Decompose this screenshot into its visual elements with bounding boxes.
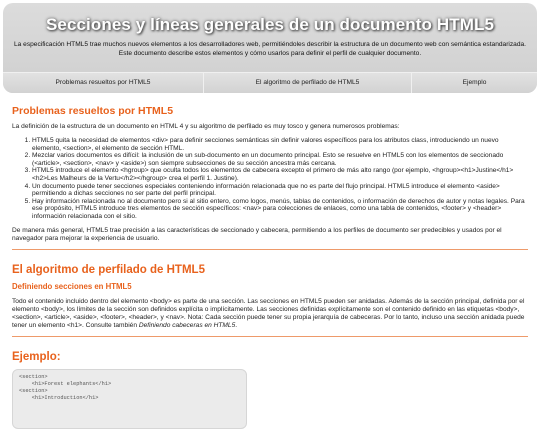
section-outro: De manera más general, HTML5 trae precisión a las características de seccionado y cabecera, permitiendo a los perfiles de documento ser predecibles y usados por el navegador para mejorar la experiencia de usuario. xyxy=(12,226,502,242)
top-nav xyxy=(3,72,537,93)
list-item: 5. Hay información relacionada no al documento pero si al sitio entero, como logos, menús, tablas de contenidos, o información de derechos de autor y notas legales. Para ese propósito, HTML5 introduce tres elementos de sección específicos: <nav> para colecciones de enlaces, como una tabla de contenidos, <footer> y <header> información relacionada con el sitio. xyxy=(32,198,528,221)
header-intro: La especificación HTML5 trae muchos nuevos elementos a los desarrolladores web, permitiéndoles describir la estructura de un documento web con semántica estandarizada. Este documento describe estos elementos y cómo usarlos para definir el perfil de cualquier documento. xyxy=(13,41,527,57)
cabeceras-link[interactable]: Definiendo cabeceras en HTML5 xyxy=(138,321,236,329)
list-item: 2. Mezclar varios documentos es difícil: la inclusión de un sub-documento en un documento principal. Esto se resuelve en HTML5 con los elementos de seccionado (<article>, <section>, <nav> y <aside>) son siempre subsecciones de su sección ancestra más cercana. xyxy=(32,152,528,167)
nav-link-problemas[interactable]: Problemas resueltos por HTML5 xyxy=(3,73,204,93)
subsection-title: Definiendo secciones en HTML5 xyxy=(12,281,132,291)
page-header xyxy=(3,3,537,93)
section-text-end: . xyxy=(235,321,238,329)
section-title-problemas: Problemas resueltos por HTML5 xyxy=(12,105,174,117)
main-content xyxy=(0,105,540,429)
section-text-body: Todo el contenido incluido dentro del elemento <body> es parte de una sección. Las secciones en HTML5 pueden ser anidadas. Además de la sección principal, definida por el elemento <body>, los límites de la sección son definidos explícita o implícitamente. Las secciones definidas explícitamente son el contenido definido en las etiquetas <body>, <section>, <article>, <aside>, <footer>, <header>, y <nav>. Nota: Cada sección puede tener su propia jerarquía de cabeceras. Por lo tanto, incluso una sección anidada puede tener un elemento <h1>. Consulte también xyxy=(12,297,525,329)
divider xyxy=(12,336,528,337)
section-title-algoritmo: El algoritmo de perfilado de HTML5 xyxy=(12,263,205,276)
list-item: 4. Un documento puede tener secciones especiales conteniendo información relacionada que no es parte del flujo principal. HTML5 introduce el elemento <aside> permitiendo a dichas secciones no ser parte del perfil principal. xyxy=(32,183,528,198)
problems-list xyxy=(12,137,528,221)
section-intro: La definición de la estructura de un documento en HTML 4 y su algoritmo de perfilado es muy tosco y genera numerosos problemas: xyxy=(12,123,400,130)
list-item: 3. HTML5 introduce el elemento <hgroup> que oculta todos los elementos de cabecera excepto el primero de más alto rango (por ejemplo, <hgroup><h1>Justine</h1><h2>Les Malheurs de la Vertu</h2></hgroup> crea el perfil 1. Justine). xyxy=(32,167,528,182)
section-title-ejemplo: Ejemplo: xyxy=(12,350,61,363)
nav-link-ejemplo[interactable]: Ejemplo xyxy=(462,79,487,86)
code-example: <section> <h1>Forest elephants</h1> <section> <h1>Introduction</h1> xyxy=(12,369,247,429)
nav-link-algoritmo[interactable]: El algoritmo de perfilado de HTML5 xyxy=(204,73,412,93)
section-text xyxy=(12,298,528,330)
divider xyxy=(12,249,528,250)
page-title: Secciones y líneas generales de un documento HTML5 xyxy=(45,15,495,34)
list-item: 1. HTML5 quita la necesidad de elementos <div> para definir secciones semánticas sin definir valores específicos para los atributos class, introduciendo un nuevo elemento, <section>, el elemento de sección HTML. xyxy=(32,137,528,152)
